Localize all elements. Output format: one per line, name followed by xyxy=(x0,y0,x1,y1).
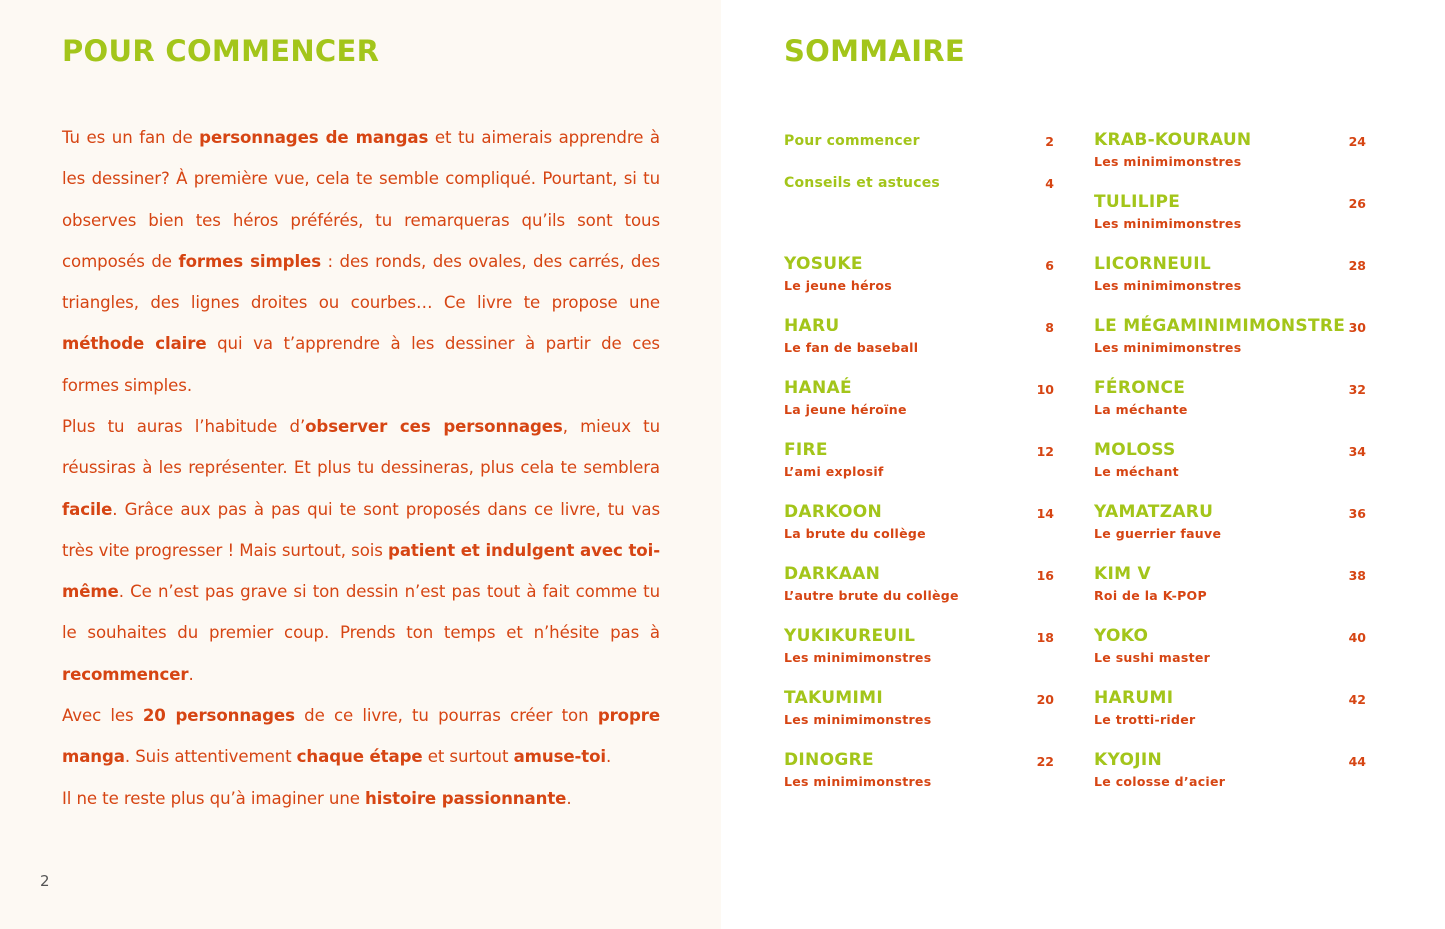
toc-entry-title: Conseils et astuces xyxy=(784,174,940,191)
toc-entry-subtitle: Roi de la K-POP xyxy=(1094,588,1207,603)
toc-entry-title: DARKOON xyxy=(784,502,882,522)
body-text: Tu es un fan de xyxy=(62,128,200,147)
body-text: . Suis attentivement xyxy=(124,747,297,767)
toc-entry-title: KIM V xyxy=(1094,564,1151,584)
body-text: Avec les xyxy=(62,706,143,725)
toc-entry[interactable] xyxy=(784,626,1054,670)
emphasis-text: 20 personnages xyxy=(142,706,295,725)
toc-entry-subtitle: Le fan de baseball xyxy=(784,340,919,355)
toc-entry-page-number: 34 xyxy=(1348,444,1366,459)
toc-entry-title: YAMATZARU xyxy=(1094,502,1214,522)
toc-entry-title: HARUMI xyxy=(1094,688,1174,708)
emphasis-text: formes simples xyxy=(178,251,321,271)
left-page xyxy=(0,0,721,929)
emphasis-text: histoire passionnante xyxy=(365,788,567,808)
toc-entry-subtitle: Le jeune héros xyxy=(784,278,892,293)
emphasis-text: méthode claire xyxy=(62,334,207,354)
toc-entry-subtitle: Le guerrier fauve xyxy=(1094,526,1222,541)
toc-entry-page-number: 12 xyxy=(1036,444,1054,459)
toc-entry[interactable] xyxy=(1094,130,1366,174)
toc-entry-subtitle: Les minimimonstres xyxy=(1094,154,1242,169)
intro-paragraph-3-main xyxy=(62,695,660,778)
toc-entry-title: TULILIPE xyxy=(1094,192,1181,212)
emphasis-text: amuse-toi xyxy=(513,747,607,767)
toc-entry-title: YOKO xyxy=(1094,626,1149,646)
toc-entry[interactable] xyxy=(784,172,1054,216)
toc-entry-title: YUKIKUREUIL xyxy=(784,626,916,646)
toc-entry[interactable] xyxy=(1094,316,1366,360)
body-text: et tu aimerais apprendre à les dessiner? À première vue, cela te semble compliqué. Pourtant, si tu observes bien tes héros préférés, tu remarqueras qu’ils sont tous composés de xyxy=(62,128,660,271)
emphasis-text: observer ces personnages xyxy=(305,417,563,436)
toc-entry-title: HARU xyxy=(784,316,840,336)
body-text: qui va t’apprendre à les dessiner à partir de ces formes simples. xyxy=(62,334,660,395)
body-text: . xyxy=(566,788,572,808)
toc-entry-title: MOLOSS xyxy=(1094,440,1176,460)
toc-entry[interactable] xyxy=(1094,688,1366,732)
toc-entry-page-number: 18 xyxy=(1036,630,1054,645)
toc-entry-title: LICORNEUIL xyxy=(1094,254,1211,274)
toc-entry-title: KYOJIN xyxy=(1094,750,1163,770)
toc-entry[interactable] xyxy=(784,688,1054,732)
toc-entry-title: FÉRONCE xyxy=(1094,378,1186,398)
toc-entry-subtitle: Les minimimonstres xyxy=(1094,216,1242,231)
emphasis-text: chaque étape xyxy=(296,747,423,767)
toc-entry[interactable] xyxy=(784,502,1054,546)
toc-entry-page-number: 14 xyxy=(1036,506,1054,521)
body-text: : des ronds, des ovales, des carrés, des triangles, des lignes droites ou courbes… Ce livre te propose une xyxy=(62,251,661,313)
body-text: . xyxy=(188,664,194,684)
toc-entry[interactable] xyxy=(784,750,1054,794)
toc-entry-page-number: 40 xyxy=(1348,630,1366,645)
toc-entry-title: DINOGRE xyxy=(784,750,874,770)
toc-entry-page-number: 28 xyxy=(1348,258,1366,273)
toc-entry[interactable] xyxy=(1094,626,1366,670)
toc-entry-title: LE MÉGAMINIMIMONSTRE xyxy=(1094,316,1346,336)
toc-entry-subtitle: Le colosse d’acier xyxy=(1094,774,1226,789)
toc-entry-page-number: 30 xyxy=(1348,320,1366,335)
toc-entry[interactable] xyxy=(1094,192,1366,236)
toc-entry-page-number: 26 xyxy=(1348,196,1366,211)
toc-entry-page-number: 10 xyxy=(1036,382,1054,397)
toc-entry[interactable] xyxy=(1094,502,1366,546)
page-number: 2 xyxy=(40,872,50,890)
toc-entry-subtitle: L’ami explosif xyxy=(784,464,884,479)
body-text: Plus tu auras l’habitude d’ xyxy=(62,417,306,436)
toc-entry[interactable] xyxy=(1094,254,1366,298)
body-text: Il ne te reste plus qu’à imaginer une xyxy=(62,788,366,808)
toc-entry-title: TAKUMIMI xyxy=(784,688,883,708)
toc-entry[interactable] xyxy=(1094,378,1366,422)
emphasis-text: recommencer xyxy=(62,664,189,684)
toc-entry-title: FIRE xyxy=(784,440,828,460)
page-title-pour-commencer: POUR COMMENCER xyxy=(62,34,380,68)
intro-paragraph-3-closing xyxy=(62,778,660,819)
body-text: . Grâce aux pas à pas qui te sont proposés dans ce livre, tu vas très vite progresser ! Mais surtout, sois xyxy=(62,499,660,560)
toc-entry[interactable] xyxy=(784,316,1054,360)
toc-entry-page-number: 20 xyxy=(1036,692,1054,707)
toc-entry[interactable] xyxy=(1094,440,1366,484)
toc-entry-subtitle: Le sushi master xyxy=(1094,650,1211,665)
body-text: , mieux tu réussiras à les représenter. Et plus tu dessineras, plus cela te semblera xyxy=(62,417,661,478)
toc-entry-title: Pour commencer xyxy=(784,133,920,149)
toc-entry[interactable] xyxy=(1094,750,1366,794)
toc-entry-page-number: 6 xyxy=(1045,258,1054,273)
toc-entry-title: DARKAAN xyxy=(784,564,881,584)
body-text: . Ce n’est pas grave si ton dessin n’est pas tout à fait comme tu le souhaites du premier coup. Prends ton temps et n’hésite pas à xyxy=(62,582,660,643)
toc-entry-subtitle: Les minimimonstres xyxy=(1094,340,1242,355)
toc-entry-page-number: 36 xyxy=(1348,506,1366,521)
emphasis-text: patient et indulgent avec toi-même xyxy=(62,540,660,602)
body-text: . xyxy=(606,747,612,767)
emphasis-text: personnages de mangas xyxy=(199,128,429,147)
toc-entry-subtitle: Les minimimonstres xyxy=(1094,278,1242,293)
toc-entry-title: HANAÉ xyxy=(784,378,852,398)
toc-entry-page-number: 22 xyxy=(1036,754,1054,769)
toc-entry-subtitle: Les minimimonstres xyxy=(784,774,932,789)
toc-entry-page-number: 42 xyxy=(1348,692,1366,707)
emphasis-text: facile xyxy=(62,499,113,519)
toc-entry-subtitle: La brute du collège xyxy=(784,526,926,541)
toc-entry-page-number: 16 xyxy=(1036,568,1054,583)
toc-entry-title: KRAB-KOURAUN xyxy=(1094,130,1252,150)
toc-entry[interactable] xyxy=(784,564,1054,608)
toc-entry[interactable] xyxy=(784,254,1054,298)
page-title-sommaire: SOMMAIRE xyxy=(784,34,966,68)
toc-entry-page-number: 8 xyxy=(1045,320,1054,335)
toc-entry-subtitle: La méchante xyxy=(1094,402,1188,417)
toc-entry-subtitle: Les minimimonstres xyxy=(784,712,932,727)
toc-entry-subtitle: La jeune héroïne xyxy=(784,402,907,417)
toc-entry-subtitle: Le méchant xyxy=(1094,464,1179,479)
toc-entry-page-number: 32 xyxy=(1348,382,1366,397)
right-page xyxy=(721,0,1445,929)
toc-entry-page-number: 24 xyxy=(1348,134,1366,149)
toc-entry[interactable] xyxy=(784,378,1054,422)
intro-paragraph-2 xyxy=(62,406,660,695)
toc-entry[interactable] xyxy=(784,440,1054,484)
body-text: de ce livre, tu pourras créer ton xyxy=(294,706,598,725)
toc-entry[interactable] xyxy=(784,130,1054,174)
intro-paragraph-1 xyxy=(62,117,660,406)
body-text: et surtout xyxy=(422,747,514,767)
intro-paragraph-3 xyxy=(62,695,660,819)
toc-entry-page-number: 38 xyxy=(1348,568,1366,583)
emphasis-text: propre manga xyxy=(62,706,660,767)
toc-entry-title: YOSUKE xyxy=(784,254,863,274)
toc-entry-page-number: 44 xyxy=(1348,754,1366,769)
toc-entry-subtitle: L’autre brute du collège xyxy=(784,588,959,603)
toc-entry-subtitle: Le trotti-rider xyxy=(1094,712,1196,727)
toc-entry-subtitle: Les minimimonstres xyxy=(784,650,932,665)
toc-entry[interactable] xyxy=(1094,564,1366,608)
toc-entry-page-number: 4 xyxy=(1045,175,1054,191)
toc-entry-page-number: 2 xyxy=(1045,134,1054,149)
